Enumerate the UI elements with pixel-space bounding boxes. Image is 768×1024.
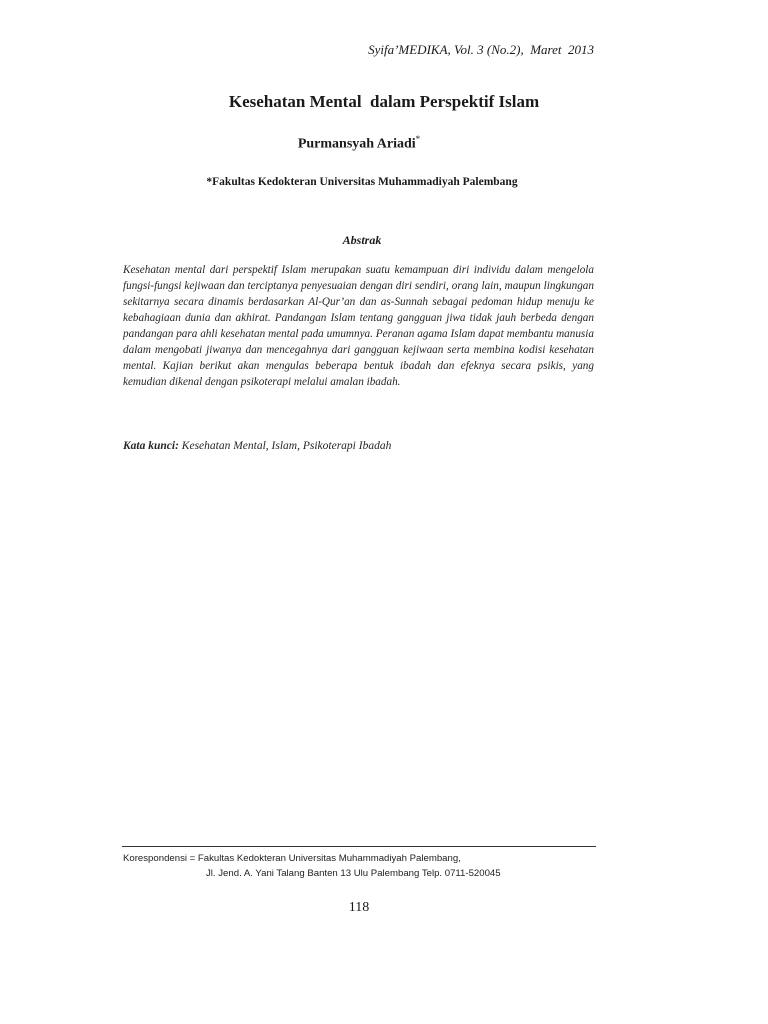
keywords-text: Kesehatan Mental, Islam, Psikoterapi Ibadah	[181, 440, 392, 452]
author-name: Purmansyah Ariadi	[297, 136, 416, 152]
footnote-line-2: Jl. Jend. A. Yani Talang Banten 13 Ulu Palembang Telp. 0711-520045	[206, 868, 501, 879]
keywords-label: Kata kunci:	[123, 440, 179, 452]
page-number: 118	[348, 900, 370, 915]
author-marker: *	[415, 134, 421, 144]
author-affiliation: *Fakultas Kedokteran Universitas Muhammadiyah Palembang	[206, 176, 518, 188]
keywords	[123, 440, 594, 452]
footnote-line-1: Korespondensi = Fakultas Kedokteran Universitas Muhammadiyah Palembang,	[123, 853, 461, 864]
article-title: Kesehatan Mental dalam Perspektif Islam	[228, 92, 540, 111]
abstract-body: Kesehatan mental dari perspektif Islam merupakan suatu kemampuan diri individu dalam mengelola fungsi-fungsi kejiwaan dan terciptanya penyesuaian dengan diri sendiri, orang lain, maupun lingkungan sekitarnya secara dinamis berdasarkan Al-Qur’an dan as-Sunnah sebagai pedoman hidup menuju ke kebahagiaan dunia dan akhirat. Pandangan Islam tentang gangguan jiwa tidak jauh berbeda dengan pandangan para ahli kesehatan mental pada umumnya. Peranan agama Islam dapat membantu manusia dalam mengobati jiwanya dan mencegahnya dari gangguan kejiwaan serta membina kodisi kesehatan mental. Kajian berikut akan mengulas beberapa bentuk ibadah dan efeknya secara psikis, yang kemudian dikenal dengan psikoterapi melalui amalan ibadah.	[123, 264, 594, 388]
footnote-divider	[122, 846, 596, 847]
correspondence-footnote	[123, 851, 603, 881]
abstract-heading: Abstrak	[342, 233, 382, 247]
author-line	[0, 134, 718, 153]
journal-header: Syifa’MEDIKA, Vol. 3 (No.2), Maret 2013	[368, 42, 594, 57]
